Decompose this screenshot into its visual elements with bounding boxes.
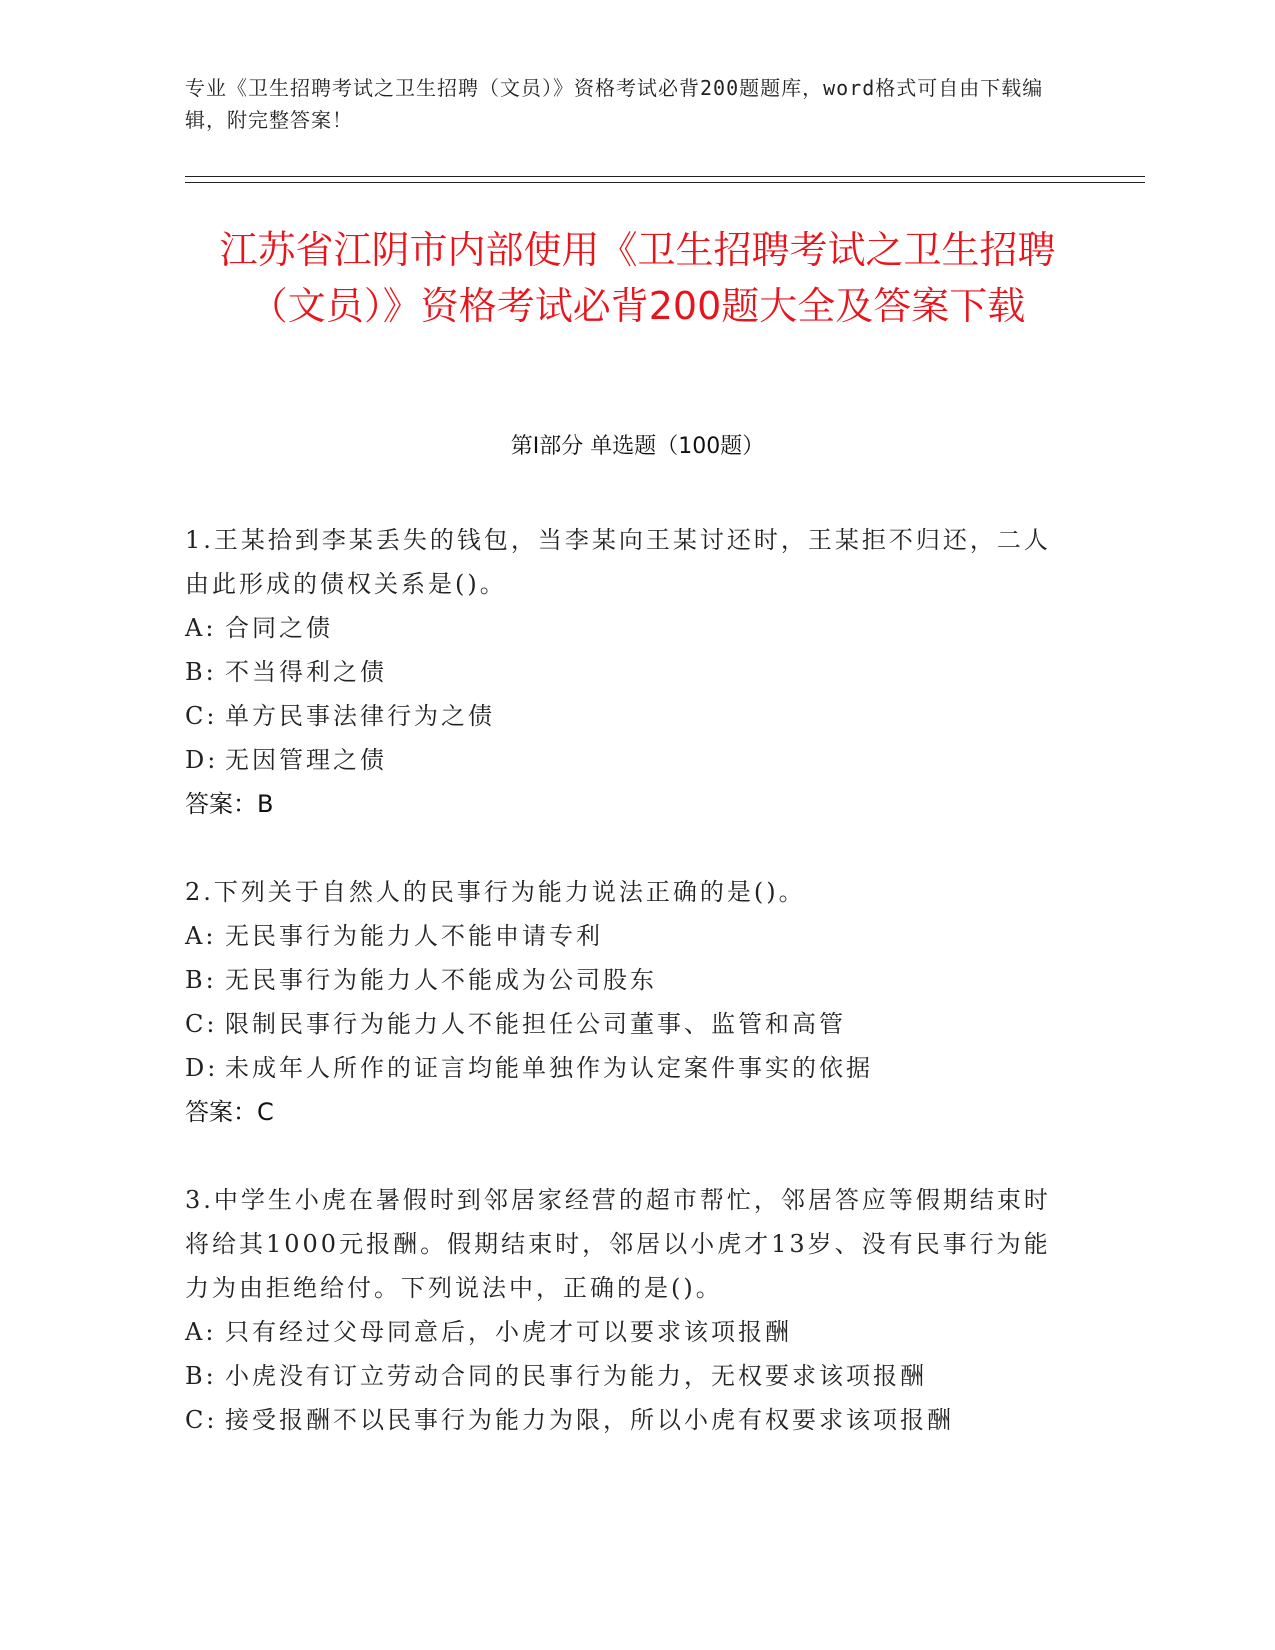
header-note: 专业《卫生招聘考试之卫生招聘（文员）》资格考试必背200题题库，word格式可自由下载编辑，附完整答案！: [185, 76, 1044, 132]
option-text: 无因管理之债: [225, 746, 387, 774]
option-text: 合同之债: [225, 614, 333, 642]
option-text: 未成年人所作的证言均能单独作为认定案件事实的依据: [225, 1054, 873, 1082]
option-a: [185, 1310, 1075, 1354]
option-letter: C:: [185, 1010, 218, 1038]
header-divider-bottom: [185, 182, 1145, 183]
answer-line: 答案：B: [185, 790, 274, 818]
option-c: [185, 1398, 1075, 1442]
option-c: [185, 1002, 1075, 1046]
option-text: 小虎没有订立劳动合同的民事行为能力，无权要求该项报酬: [225, 1362, 927, 1390]
question-stem: 2.下列关于自然人的民事行为能力说法正确的是()。: [185, 878, 806, 906]
answer-line: 答案：C: [185, 1098, 274, 1126]
option-letter: A:: [185, 922, 217, 950]
option-a: [185, 606, 1075, 650]
option-letter: C:: [185, 1406, 218, 1434]
document-title: 江苏省江阴市内部使用《卫生招聘考试之卫生招聘（文员）》资格考试必背200题大全及答案下载: [219, 228, 1056, 328]
option-letter: C:: [185, 702, 218, 730]
question-1: [185, 518, 1075, 826]
option-letter: B:: [185, 966, 217, 994]
header-divider-top: [185, 176, 1145, 177]
question-3: [185, 1178, 1075, 1442]
option-text: 不当得利之债: [225, 658, 387, 686]
question-stem: 1.王某拾到李某丢失的钱包，当李某向王某讨还时，王某拒不归还，二人由此形成的债权关系是()。: [185, 526, 1051, 598]
option-text: 限制民事行为能力人不能担任公司董事、监管和高管: [225, 1010, 846, 1038]
option-text: 无民事行为能力人不能成为公司股东: [225, 966, 657, 994]
option-letter: A:: [185, 1318, 217, 1346]
option-b: [185, 1354, 1075, 1398]
question-stem: 3.中学生小虎在暑假时到邻居家经营的超市帮忙，邻居答应等假期结束时将给其1000元报酬。假期结束时，邻居以小虎才13岁、没有民事行为能力为由拒绝给付。下列说法中，正确的是()。: [185, 1186, 1051, 1302]
option-text: 接受报酬不以民事行为能力为限，所以小虎有权要求该项报酬: [225, 1406, 954, 1434]
option-b: [185, 958, 1075, 1002]
option-text: 无民事行为能力人不能申请专利: [225, 922, 603, 950]
option-c: [185, 694, 1075, 738]
option-letter: D:: [185, 1054, 219, 1082]
option-text: 只有经过父母同意后，小虎才可以要求该项报酬: [225, 1318, 792, 1346]
option-a: [185, 914, 1075, 958]
option-letter: B:: [185, 1362, 217, 1390]
option-d: [185, 1046, 1075, 1090]
question-2: [185, 870, 1075, 1134]
option-b: [185, 650, 1075, 694]
question-list: [185, 518, 1075, 1486]
option-letter: B:: [185, 658, 217, 686]
option-letter: A:: [185, 614, 217, 642]
option-letter: D:: [185, 746, 219, 774]
option-d: [185, 738, 1075, 782]
option-text: 单方民事法律行为之债: [225, 702, 495, 730]
section-heading: 第I部分 单选题（100题）: [510, 434, 765, 459]
